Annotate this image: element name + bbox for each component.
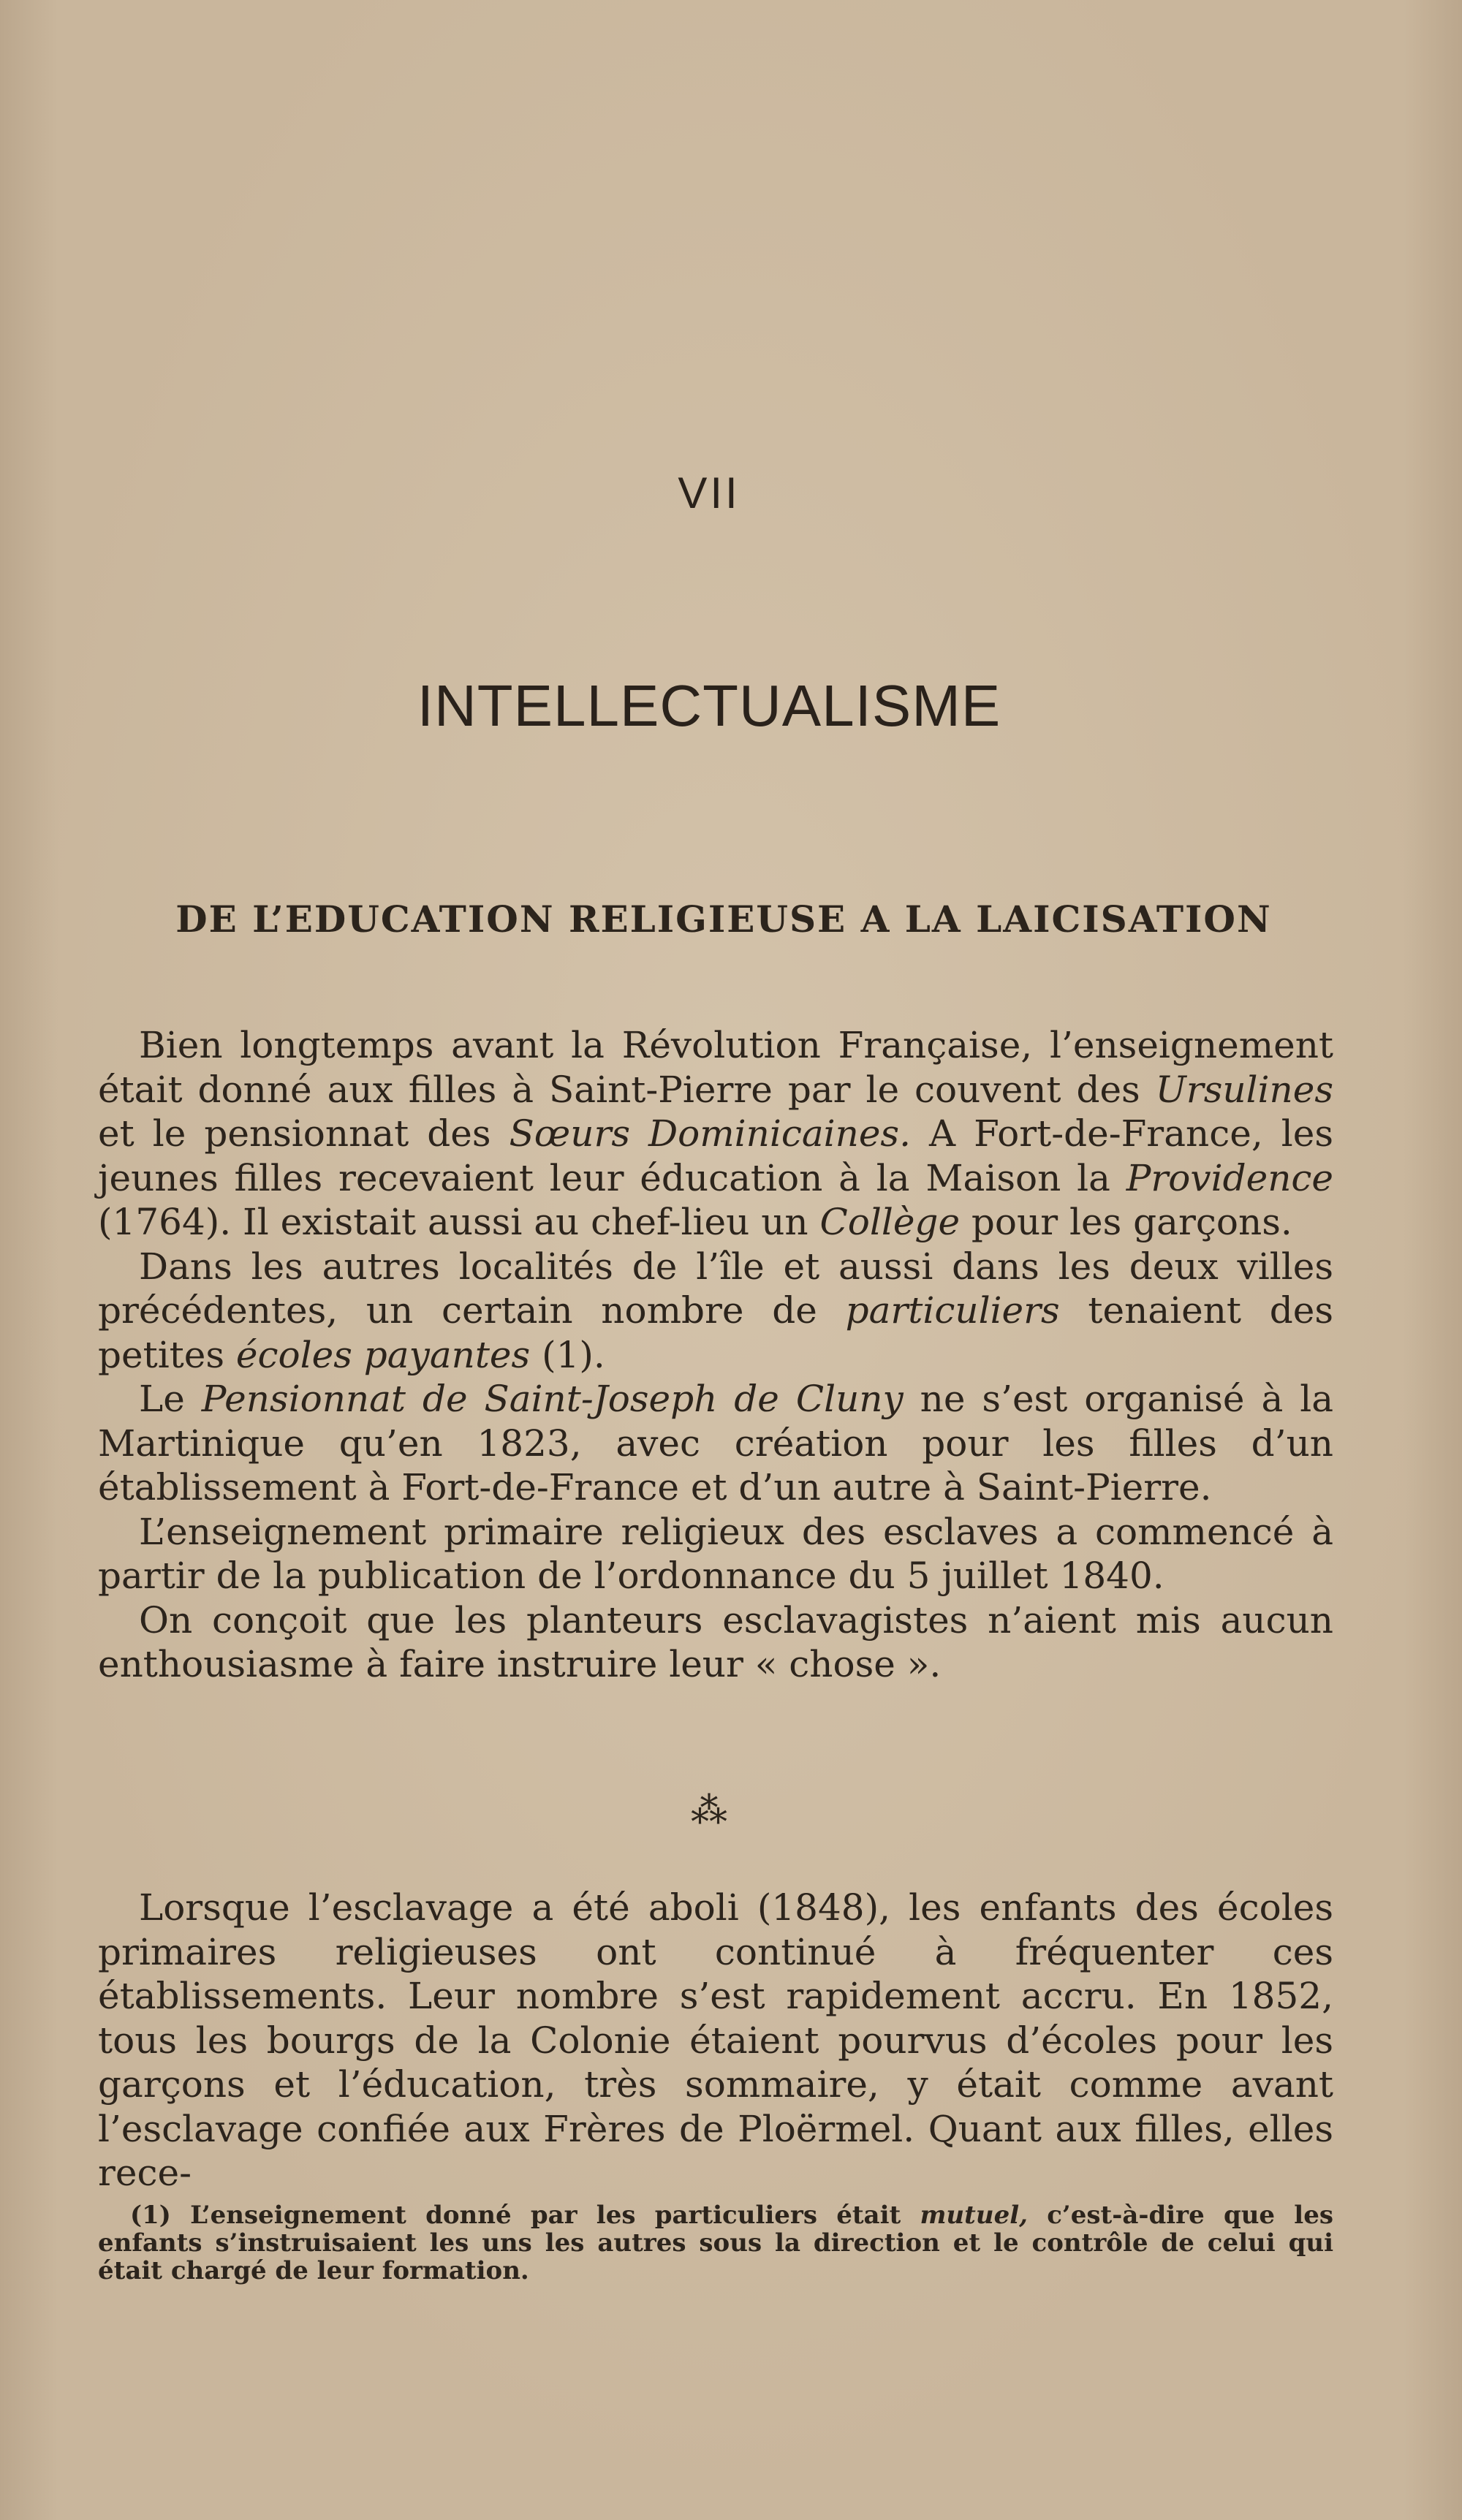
text-run: Le (139, 1378, 202, 1420)
text-run: ne s’est organisé à la Martinique qu’en 1823, avec création pour les filles d’un établissement à Fort-de-France et d’un autre à Saint-Pierre. (98, 1378, 1334, 1508)
text-run: Bien longtemps avant la Révolution Française, l’enseignement était donné aux filles à Saint-Pierre par le couvent des (98, 1024, 1333, 1111)
text-run: (1) L’enseignement donné par les particuliers était (130, 2201, 920, 2230)
paragraph (98, 1023, 1333, 1245)
section-break-ornament: ⁂ (691, 1789, 727, 1832)
text-run: (1). (530, 1333, 605, 1376)
italic-text: Ursulines (1155, 1068, 1333, 1111)
text-run: c’est-à-dire que les enfants s’instruisaient les uns les autres sous la direction et le contrôle de celui qui était chargé de leur formation. (98, 2201, 1333, 2285)
text-run: Lorsque l’esclavage a été aboli (1848), les enfants des écoles primaires religieuses ont continué à fréquenter ces établissements. Leur nombre s’est rapidement accru. En 1852, tous les bourgs de la Colonie étaient pourvus d’écoles pour les garçons et l’éducation, très sommaire, y était comme avant l’esclavage confiée aux Frères de Ploërmel. Quant aux filles, elles rece- (98, 1886, 1333, 2194)
body-text-second (98, 1886, 1333, 2195)
italic-text: Providence (1126, 1156, 1333, 1199)
italic-text: mutuel, (920, 2201, 1028, 2230)
italic-text: Collège (819, 1201, 961, 1243)
paragraph (98, 1377, 1333, 1510)
italic-text: écoles payantes (235, 1333, 531, 1376)
footnote (98, 2201, 1333, 2285)
text-run: L’enseignement primaire religieux des esclaves a commencé à partir de la publication de l’ordonnance du 5 juillet 1840. (98, 1510, 1333, 1597)
footnote-text (98, 2201, 1333, 2285)
paragraph (98, 1245, 1333, 1378)
chapter-title: INTELLECTUALISME (417, 673, 1001, 738)
paragraph (98, 1886, 1333, 2195)
text-run: Dans les autres localités de l’île et aussi dans les deux villes précédentes, un certain nombre de (98, 1245, 1333, 1332)
paragraph (98, 1598, 1333, 1687)
italic-text: particuliers (845, 1289, 1060, 1332)
text-run: A Fort-de-France, les jeunes filles recevaient leur éducation à la Maison la (98, 1112, 1333, 1199)
text-run: tenaient des petites (98, 1289, 1333, 1376)
text-run: (1764). Il existait aussi au chef-lieu un (98, 1201, 820, 1243)
italic-text: Pensionnat de Saint-Joseph de Cluny (201, 1378, 904, 1420)
chapter-number: VII (678, 468, 741, 517)
text-run: et le pensionnat des (98, 1112, 510, 1155)
text-run: pour les garçons. (960, 1201, 1292, 1243)
paragraph (98, 1510, 1333, 1598)
body-text-first (98, 1023, 1333, 1687)
text-run: On conçoit que les planteurs esclavagistes n’aient mis aucun enthousiasme à faire instruire leur « chose ». (98, 1598, 1333, 1685)
italic-text: Sœurs Dominicaines. (509, 1112, 911, 1155)
section-title: DE L’EDUCATION RELIGIEUSE A LA LAICISATION (175, 897, 1272, 941)
